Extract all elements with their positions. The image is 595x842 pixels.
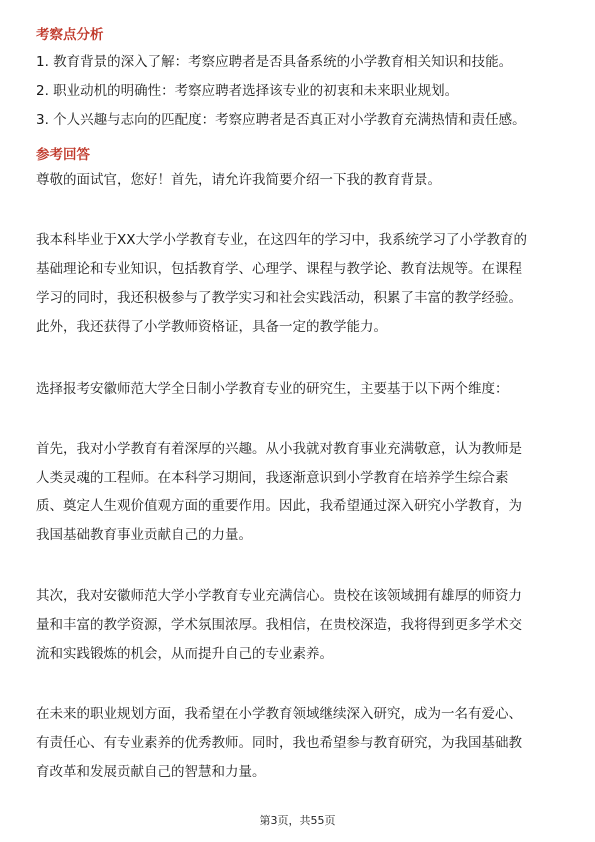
analysis-item: 3. 个人兴趣与志向的匹配度：考察应聘者是否真正对小学教育充满热情和责任感。	[36, 112, 526, 128]
answer-line: 学习的同时，我还积极参与了教学实习和社会实践活动，积累了丰富的教学经验。	[36, 290, 522, 306]
answer-line: 此外，我还获得了小学教师资格证，具备一定的教学能力。	[36, 319, 387, 335]
answer-line: 首先，我对小学教育有着深厚的兴趣。从小我就对教育事业充满敬意，认为教师是	[36, 441, 522, 457]
answer-heading: 参考回答	[36, 147, 90, 163]
answer-line: 其次，我对安徽师范大学小学教育专业充满信心。贵校在该领域拥有雄厚的师资力	[36, 588, 522, 604]
analysis-item: 1. 教育背景的深入了解：考察应聘者是否具备系统的小学教育相关知识和技能。	[36, 54, 513, 70]
answer-line: 量和丰富的教学资源，学术氛围浓厚。我相信，在贵校深造，我将得到更多学术交	[36, 617, 522, 633]
page-number: 第3页，共55页	[259, 814, 336, 827]
answer-line: 在未来的职业规划方面，我希望在小学教育领域继续深入研究，成为一名有爱心、	[36, 706, 522, 722]
answer-line: 流和实践锻炼的机会，从而提升自己的专业素养。	[36, 646, 333, 662]
answer-line: 基础理论和专业知识，包括教育学、心理学、课程与教学论、教育法规等。在课程	[36, 261, 522, 277]
answer-line: 有责任心、有专业素养的优秀教师。同时，我也希望参与教育研究，为我国基础教	[36, 735, 522, 751]
answer-line: 人类灵魂的工程师。在本科学习期间，我逐渐意识到小学教育在培养学生综合素	[36, 470, 509, 486]
answer-line: 质、奠定人生观价值观方面的重要作用。因此，我希望通过深入研究小学教育，为	[36, 498, 522, 514]
answer-line: 选择报考安徽师范大学全日制小学教育专业的研究生，主要基于以下两个维度：	[36, 381, 509, 397]
analysis-heading: 考察点分析	[36, 27, 104, 43]
answer-line: 我本科毕业于XX大学小学教育专业，在这四年的学习中，我系统学习了小学教育的	[36, 232, 527, 248]
analysis-item: 2. 职业动机的明确性：考察应聘者选择该专业的初衷和未来职业规划。	[36, 83, 459, 99]
answer-line: 我国基础教育事业贡献自己的力量。	[36, 527, 252, 543]
answer-line: 尊敬的面试官，您好！首先，请允许我简要介绍一下我的教育背景。	[36, 172, 441, 188]
answer-line: 育改革和发展贡献自己的智慧和力量。	[36, 764, 266, 780]
